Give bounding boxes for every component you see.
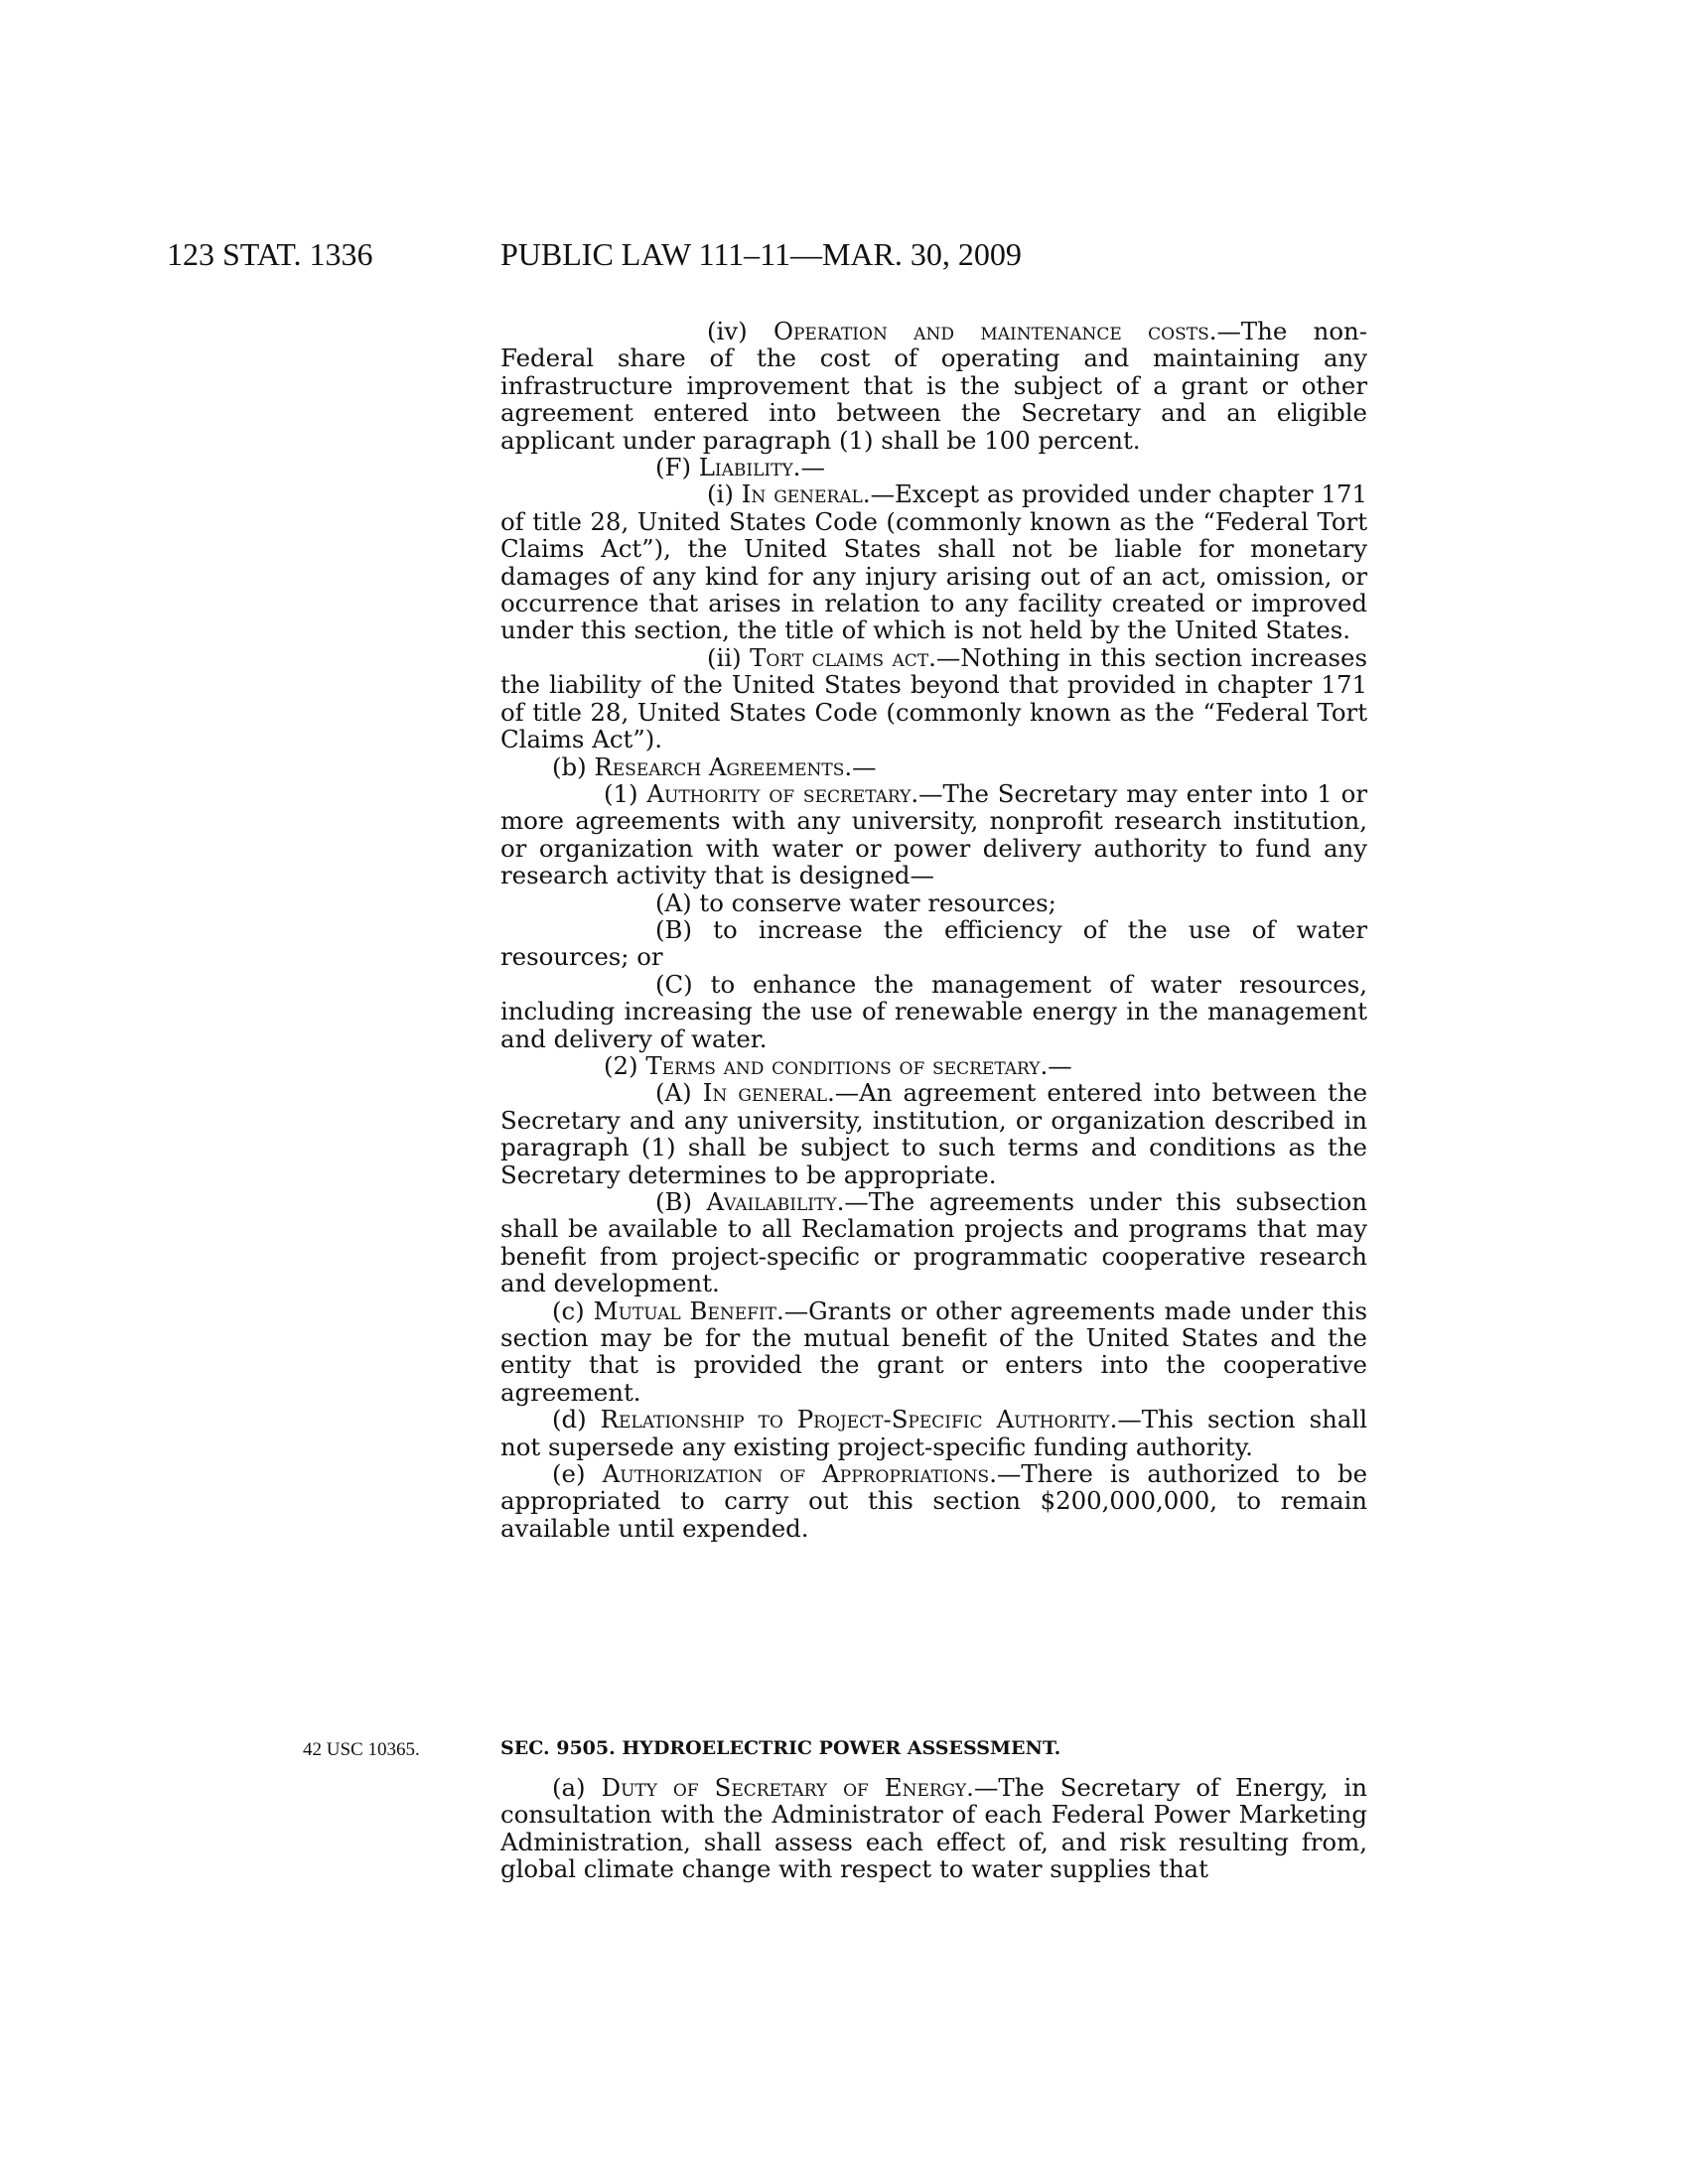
paragraph-text: —There is authorized to be appropriated to carry out this section $200,000,000, to remain available until expended. [500, 1459, 1367, 1543]
paragraph-text: — [1048, 1050, 1072, 1080]
paragraph-label: (1) [604, 778, 647, 808]
paragraph-label: (ii) [707, 642, 751, 672]
paragraph-label: (e) [552, 1459, 603, 1489]
paragraph-text: —Grants or other agreements made under this section may be for the mutual benefit of the United States and the entity that is provided the grant or enters into the cooperative agreement. [500, 1296, 1367, 1407]
paragraph-label: (A) [655, 1078, 703, 1108]
paragraph-label: (d) [552, 1405, 601, 1434]
paragraph-text: — [800, 453, 825, 482]
paragraph [500, 1052, 1367, 1079]
paragraph-label: (a) [552, 1773, 602, 1802]
paragraph-label: (B) [655, 914, 714, 944]
paragraph-text: —The non-Federal share of the cost of operating and maintaining any infrastructure improvement that is the subject of a grant or other agreement entered into between the Secretary and an eligible applicant under paragraph (1) shall be 100 percent. [500, 317, 1367, 455]
paragraph-text: —The Secretary of Energy, in consultation with the Administrator of each Federal Power Marketing Administration, shall assess each effect of, and risk resulting from, global climate change with respect to water supplies that [500, 1773, 1367, 1884]
paragraph-heading: Tort claims act. [750, 642, 936, 672]
paragraph [500, 1406, 1367, 1460]
paragraph-text: to conserve water resources; [699, 887, 1056, 917]
paragraph-heading: Availability. [706, 1187, 845, 1216]
paragraph-label: (i) [707, 479, 742, 509]
paragraph-heading: Mutual Benefit. [593, 1296, 784, 1325]
body-text-lower [500, 1774, 1367, 1883]
section-heading: SEC. 9505. HYDROELECTRIC POWER ASSESSMENT. [500, 1737, 1061, 1759]
paragraph-heading: In general. [702, 1078, 835, 1108]
paragraph-label: (C) [655, 969, 711, 999]
paragraph-text: to enhance the management of water resources, including increasing the use of renewable energy in the management and delivery of water. [500, 969, 1367, 1053]
paragraph [500, 1460, 1367, 1542]
paragraph-heading: Operation and maintenance costs. [773, 317, 1217, 345]
paragraph-label: (B) [655, 1187, 707, 1216]
paragraph-heading: Authorization of Appropriations. [602, 1459, 997, 1489]
paragraph [500, 1297, 1367, 1407]
paragraph-text: —The Secretary may enter into 1 or more agreements with any university, nonprofit research institution, or organization with water or power delivery authority to fund any research activity that is designed— [500, 778, 1367, 890]
paragraph-text: —Nothing in this section increases the liability of the United States beyond that provided in chapter 171 of title 28, United States Code (commonly known as the “Federal Tort Claims Act”). [500, 642, 1367, 754]
public-law-title: PUBLIC LAW 111–11—MAR. 30, 2009 [500, 236, 1022, 272]
paragraph [500, 454, 1367, 480]
paragraph-text: —The agreements under this subsection shall be available to all Reclamation projects and programs that may benefit from project-specific or programmatic cooperative research and development. [500, 1187, 1368, 1298]
paragraph-text: to increase the efficiency of the use of water resources; or [500, 914, 1367, 972]
paragraph [500, 780, 1367, 889]
paragraph-text: — [852, 751, 877, 781]
paragraph-text: —Except as provided under chapter 171 of title 28, United States Code (commonly known as the “Federal Tort Claims Act”), the United States shall not be liable for monetary damages of any kind for any injury arising out of an act, omission, or occurrence that arises in relation to any facility created or improved under this section, the title of which is not held by the United States. [500, 479, 1367, 645]
paragraph [500, 318, 1367, 454]
paragraph-heading: Relationship to Project-Specific Authority. [600, 1405, 1118, 1434]
paragraph-heading: Duty of Secretary of Energy. [601, 1773, 974, 1802]
paragraph-label: (c) [552, 1296, 594, 1325]
paragraph-label: (iv) [707, 317, 774, 345]
paragraph [500, 644, 1367, 753]
paragraph-label: (2) [604, 1050, 646, 1080]
statute-citation: 123 STAT. 1336 [167, 236, 373, 272]
paragraph-heading: Liability. [698, 453, 801, 482]
paragraph [500, 1188, 1367, 1297]
paragraph [500, 1079, 1367, 1188]
paragraph [500, 1774, 1367, 1883]
paragraph-heading: Terms and conditions of secretary. [645, 1050, 1049, 1080]
paragraph-label: (F) [655, 453, 699, 482]
paragraph-heading: Research Agreements. [594, 751, 853, 781]
paragraph-heading: Authority of secretary. [646, 778, 919, 808]
paragraph-label: (b) [552, 751, 595, 781]
paragraph-heading: In general. [741, 479, 871, 509]
body-text-upper [500, 318, 1367, 1542]
page-header [0, 236, 1688, 276]
paragraph-text: —An agreement entered into between the Secretary and any university, institution, or organization described in paragraph (1) shall be subject to such terms and conditions as the Secretary determines to be appropriate. [500, 1078, 1367, 1189]
paragraph-label: (A) [655, 887, 700, 917]
margin-citation: 42 USC 10365. [303, 1739, 420, 1760]
paragraph [500, 971, 1367, 1052]
paragraph-text: —This section shall not supersede any existing project-specific funding authority. [500, 1405, 1367, 1461]
paragraph [500, 916, 1367, 971]
paragraph [500, 889, 1367, 916]
paragraph [500, 480, 1367, 643]
paragraph [500, 753, 1367, 780]
